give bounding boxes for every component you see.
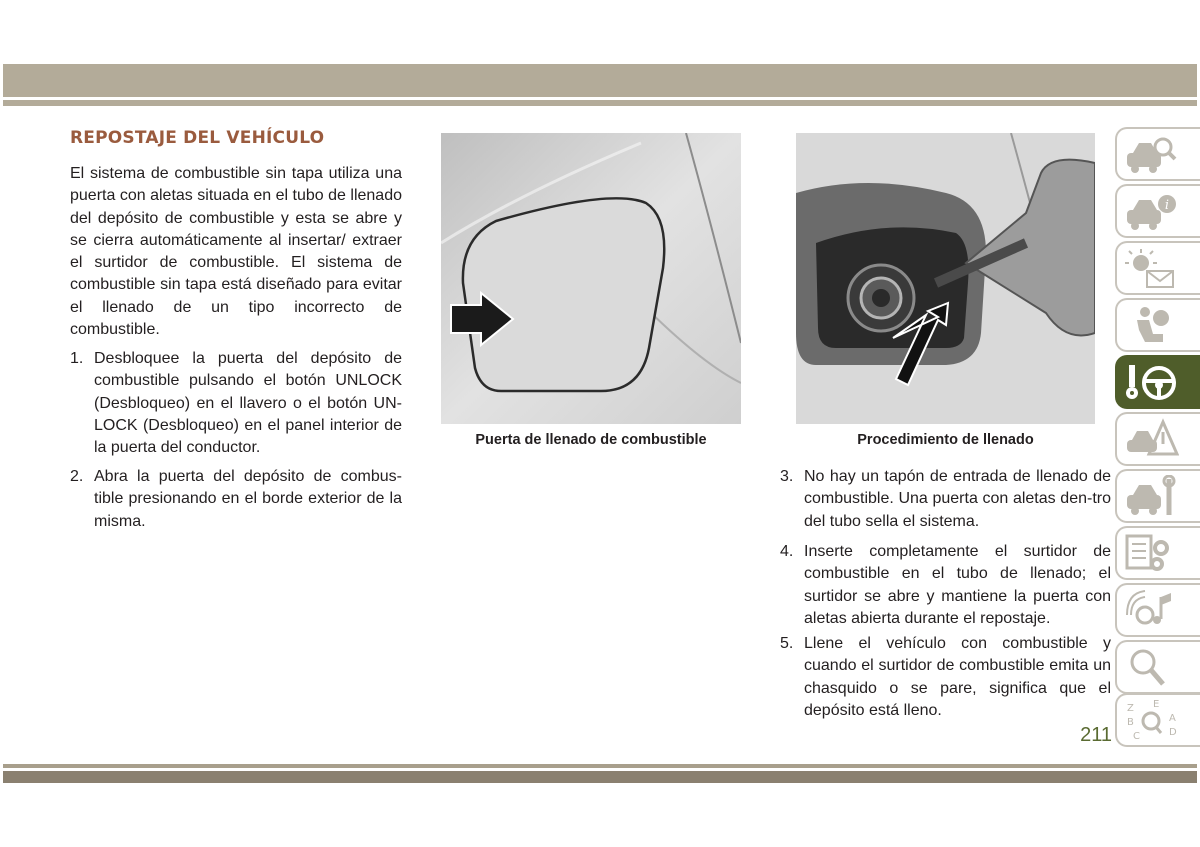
step-text: No hay un tapón de entrada de llenado de combustible. Una puerta con aletas den-tro del tubo sella el sistema. — [804, 468, 1111, 530]
search-index-icon — [1123, 646, 1179, 690]
tab-specifications[interactable] — [1115, 526, 1200, 580]
step-5 — [780, 633, 1111, 722]
step-1 — [70, 348, 402, 459]
step-number: 1. — [70, 350, 84, 367]
tab-car-magnifier[interactable] — [1115, 127, 1200, 181]
step-text: Llene el vehículo con combustible y cuando el surtidor de combustible emita un chasquido o se pare, significa que el depósito está lleno. — [804, 635, 1111, 719]
figure-caption-filling: Procedimiento de llenado — [857, 432, 1034, 448]
page-number: 211 — [1080, 724, 1112, 746]
tab-starting-operating[interactable] — [1115, 355, 1200, 409]
step-number: 2. — [70, 468, 84, 485]
alphabet-index-icon — [1123, 699, 1179, 743]
specifications-gears-icon — [1123, 532, 1179, 576]
car-warning-triangle-icon — [1123, 418, 1179, 462]
filling-procedure-photo — [796, 133, 1095, 424]
step-number: 5. — [780, 635, 794, 652]
footer-rule — [3, 764, 1197, 768]
step-text: Inserte completamente el surtidor de combustible en el tubo de llenado; el surtidor se abre y mantiene la puerta con aletas abierta durante el repostaje. — [804, 543, 1111, 627]
seat-airbag-icon — [1123, 304, 1179, 348]
tab-index[interactable] — [1115, 693, 1200, 747]
car-wrench-icon — [1123, 475, 1179, 519]
tab-warning-lights[interactable] — [1115, 241, 1200, 295]
key-steering-wheel-icon — [1123, 361, 1179, 405]
step-text: Abra la puerta del depósito de combus-tible presionando en el borde exterior de la misma. — [94, 468, 402, 530]
svg-text:E: E — [1153, 699, 1160, 710]
step-3 — [780, 466, 1111, 533]
svg-text:C: C — [1133, 731, 1140, 742]
car-info-icon — [1123, 190, 1179, 234]
step-number: 4. — [780, 543, 794, 560]
car-magnifier-icon — [1123, 133, 1179, 177]
tab-search[interactable] — [1115, 640, 1200, 694]
tab-safety[interactable] — [1115, 298, 1200, 352]
section-title: REPOSTAJE DEL VEHÍCULO — [70, 128, 325, 148]
multimedia-music-icon — [1123, 589, 1179, 633]
svg-text:i: i — [1164, 198, 1170, 213]
intro-paragraph: El sistema de combustible sin tapa utiliza una puerta con aletas situada en el tubo de llenado del depósito de combustible y esta se abre y se cierra automáticamente al insertar/ extraer el surtidor de combustible. El sistema de combustible sin tapa está diseñado para evitar el llenado de un tipo incorrecto de combustible. — [70, 165, 402, 339]
svg-text:D: D — [1169, 727, 1177, 738]
warning-light-message-icon — [1123, 247, 1179, 291]
footer-band — [3, 771, 1197, 783]
step-2 — [70, 466, 402, 533]
header-rule — [3, 100, 1197, 106]
tab-car-info[interactable] — [1115, 184, 1200, 238]
tab-servicing[interactable] — [1115, 469, 1200, 523]
svg-text:B: B — [1127, 717, 1134, 728]
fuel-door-photo — [441, 133, 741, 424]
chapter-tabs — [1115, 127, 1200, 747]
svg-text:Z: Z — [1127, 703, 1134, 714]
tab-emergency[interactable] — [1115, 412, 1200, 466]
svg-text:A: A — [1169, 713, 1176, 724]
step-number: 3. — [780, 468, 794, 485]
tab-multimedia[interactable] — [1115, 583, 1200, 637]
step-text: Desbloquee la puerta del depósito de combustible pulsando el botón UNLOCK (Desbloqueo) en el llavero o el botón UN-LOCK (Desbloqueo) en el panel interior de la puerta del conductor. — [94, 350, 402, 457]
header-band — [3, 64, 1197, 97]
step-4 — [780, 541, 1111, 630]
figure-caption-fuel-door: Puerta de llenado de combustible — [475, 432, 707, 448]
